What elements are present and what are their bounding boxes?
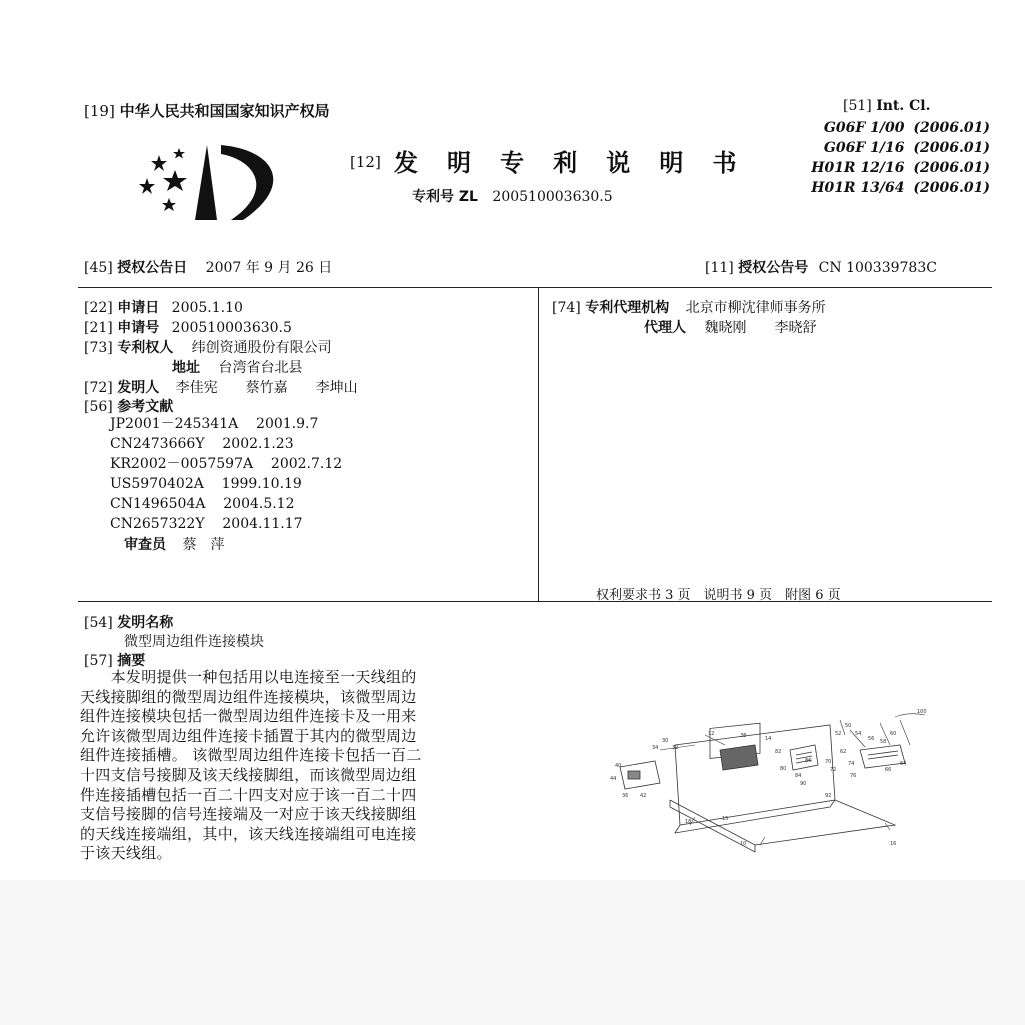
int-cl-item: G06F 1/16 (2006.01) [823, 140, 990, 156]
figure-ref: 60 [890, 731, 897, 737]
abstract-line: 于该天线组。 [80, 844, 172, 863]
abstract-line: 本发明提供一种包括用以电连接至一天线组的 [80, 668, 417, 686]
invention-title-header: [54] 发明名称 [84, 615, 174, 631]
doc-type-code: [12] [350, 153, 381, 171]
grant-no-code: [11] [705, 260, 734, 276]
abstract-line: 十四支信号接脚及该天线接脚组，而该微型周边组 [80, 765, 417, 784]
doc-type-char: 专 [500, 148, 525, 177]
logo-star-4 [163, 170, 187, 191]
examiner: 审查员 蔡 萍 [124, 537, 225, 553]
application-number: [21] 申请号 200510003630.5 [84, 320, 292, 336]
abstract-line: 组件连接模块包括一微型周边组件连接卡及一用来 [80, 707, 417, 726]
figure-ref: 32 [672, 745, 679, 751]
patent-agents: 代理人 魏晓刚 李晓舒 [644, 320, 817, 336]
figure-ref: 100 [917, 709, 927, 715]
figure-ref: 44 [610, 776, 617, 782]
grant-no-label: 授权公告号 [738, 260, 809, 276]
divider-bottom [78, 601, 992, 602]
grant-date-value: 2007 年 9 月 26 日 [205, 260, 333, 276]
divider-top [78, 287, 992, 288]
doc-type-char: 明 [446, 148, 471, 177]
doc-type-char: 说 [606, 148, 631, 177]
reference-item: CN1496504A 2004.5.12 [110, 496, 295, 512]
figure-ref: 30 [662, 738, 669, 744]
reference-item: JP2001－245341A 2001.9.7 [110, 416, 319, 432]
grant-date-code: [45] [84, 260, 113, 276]
figure-base-front [670, 800, 895, 845]
figure-ref: 80 [780, 766, 787, 772]
figure-ref: 64 [900, 761, 907, 767]
figure-chip [628, 771, 640, 779]
abstract-line: 组件连接插槽。 该微型周边组件连接卡包括一百二 [80, 746, 422, 765]
page-margin [0, 880, 1025, 1025]
doc-type-char: 发 [393, 148, 418, 177]
logo-star-2 [173, 148, 185, 159]
int-cl-header [843, 98, 930, 114]
figure-ref: 92 [825, 793, 832, 799]
abstract-header: [57] 摘要 [84, 653, 146, 669]
int-cl-label: Int. Cl. [876, 98, 931, 114]
reference-item: US5970402A 1999.10.19 [110, 476, 302, 492]
figure-base-side [675, 800, 835, 833]
figure-ref: 15 [722, 816, 729, 822]
references-header: [56] 参考文献 [84, 399, 174, 415]
inventors: [72] 发明人 李佳宪 蔡竹嘉 李坤山 [84, 380, 358, 396]
doc-type-char: 明 [659, 148, 684, 177]
grant-date [84, 257, 332, 277]
office-name: 中华人民共和国国家知识产权局 [119, 102, 330, 120]
int-cl-list [780, 118, 990, 198]
figure-card-slot [720, 745, 758, 770]
grant-number [705, 257, 937, 277]
office-header [84, 100, 330, 121]
abstract-line: 件连接插槽包括一百二十四支对应于该一百二十四 [80, 785, 417, 804]
figure-antenna-module [860, 745, 905, 768]
figure-ref: 58 [880, 739, 887, 745]
patent-number [412, 186, 613, 206]
abstract-line: 允许该微型周边组件连接卡插置于其内的微型周边 [80, 726, 417, 745]
figure-ref: 90 [800, 781, 807, 787]
figure-ref: 74 [848, 761, 855, 767]
figure-ref: 34 [652, 745, 659, 751]
figure-ref: 42 [640, 793, 647, 799]
reference-item: CN2473666Y 2002.1.23 [110, 436, 294, 452]
figure-ref: 70 [825, 759, 832, 765]
reference-item: CN2657322Y 2004.11.17 [110, 516, 303, 532]
figure-ref: 86 [805, 758, 812, 764]
office-code: [19] [84, 102, 115, 120]
patent-figure [600, 705, 930, 855]
grant-date-label: 授权公告日 [117, 260, 188, 276]
patent-no-value: 200510003630.5 [492, 189, 613, 205]
figure-ref: 18 [685, 819, 692, 825]
figure-ref: 10 [740, 841, 747, 847]
figure-ref: 14 [765, 736, 772, 742]
int-cl-item: H01R 13/64 (2006.01) [811, 180, 990, 196]
figure-ref: 82 [775, 749, 782, 755]
abstract-text [80, 668, 530, 864]
sipo-logo [135, 140, 295, 225]
grant-no-value: CN 100339783C [818, 260, 937, 276]
abstract-line: 支信号接脚的信号连接端及一对应于该天线接脚组 [80, 805, 417, 824]
figure-ref: 16 [890, 841, 897, 847]
figure-ref: 56 [868, 736, 875, 742]
figure-ref: 38 [740, 733, 747, 739]
int-cl-item: H01R 12/16 (2006.01) [811, 160, 990, 176]
figure-ref: 54 [855, 731, 862, 737]
figure-ref: 12 [708, 731, 715, 737]
divider-vertical [538, 287, 539, 601]
figure-antenna-lines [868, 751, 898, 759]
figure-ref: 76 [850, 773, 857, 779]
figure-ref: 36 [622, 793, 629, 799]
patent-no-label: 专利号 ZL [412, 189, 478, 205]
doc-type [350, 143, 760, 178]
abstract-line: 天线接脚组的微型周边组件连接模块，该微型周边 [80, 687, 417, 706]
filing-date: [22] 申请日 2005.1.10 [84, 300, 243, 316]
abstract-line: 的天线连接端组，其中，该天线连接端组可电连接 [80, 824, 417, 843]
references-list [110, 414, 342, 534]
patent-agency: [74] 专利代理机构 北京市柳沈律师事务所 [552, 300, 826, 316]
figure-ref: 40 [615, 763, 622, 769]
reference-item: KR2002－0057597A 2002.7.12 [110, 456, 343, 472]
figure-ref: 66 [885, 767, 892, 773]
figure-ref: 62 [840, 749, 847, 755]
owner-address: 地址 台湾省台北县 [172, 360, 303, 376]
figure-ref: 52 [835, 731, 842, 737]
logo-sail [195, 145, 217, 220]
int-cl-code: [51] [843, 98, 872, 114]
figure-ref: 50 [845, 723, 852, 729]
patent-owner: [73] 专利权人 纬创资通股份有限公司 [84, 340, 332, 356]
logo-star-1 [151, 155, 167, 171]
int-cl-item: G06F 1/00 (2006.01) [823, 120, 990, 136]
page-counts: 权利要求书 3 页 说明书 9 页 附图 6 页 [596, 588, 841, 603]
doc-type-char: 利 [553, 148, 578, 177]
logo-star-3 [139, 178, 155, 194]
logo-curve [221, 145, 273, 220]
figure-ref: 84 [795, 773, 802, 779]
figure-ref: 72 [830, 767, 837, 773]
logo-star-5 [162, 198, 176, 211]
invention-title: 微型周边组件连接模块 [124, 634, 264, 650]
doc-type-char: 书 [712, 148, 737, 177]
